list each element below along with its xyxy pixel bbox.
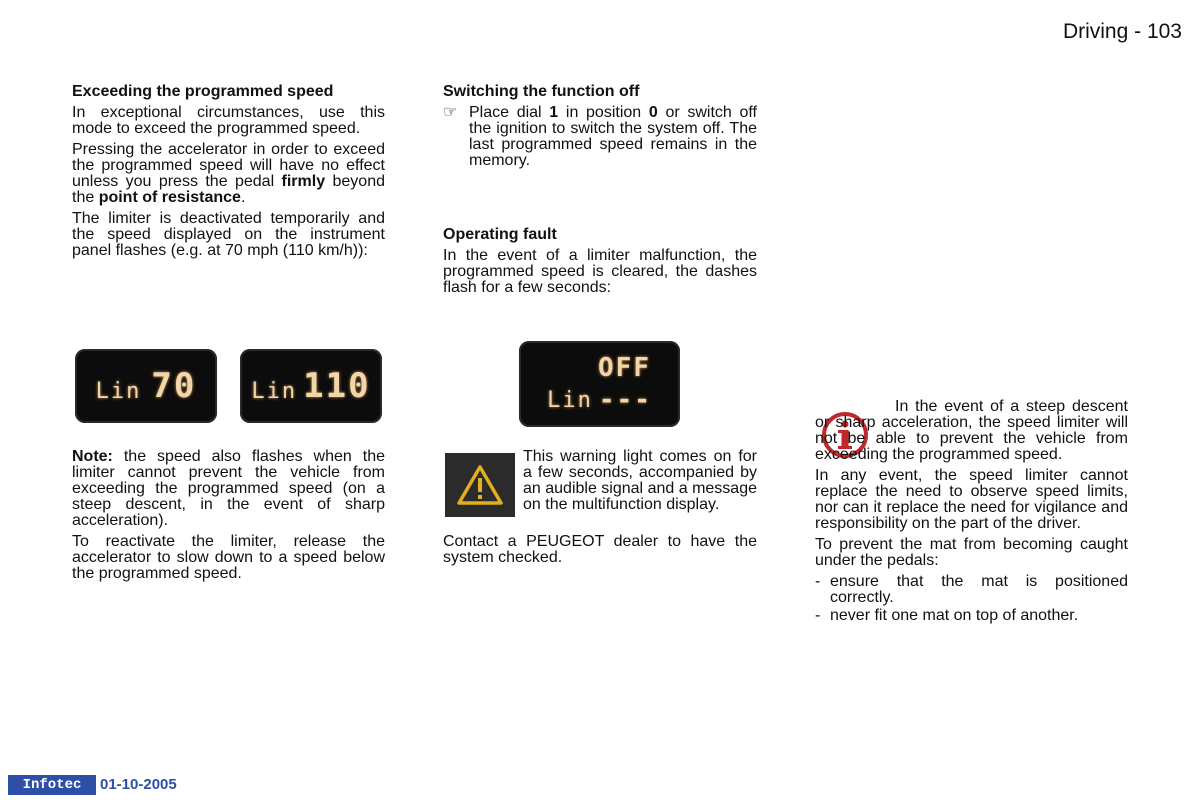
column-1 [72,84,385,264]
display-dashes: --- [598,385,652,415]
info-paragraph: In the event of a steep descent or sharp acceleration, the speed limiter will not be able to prevent the vehicle from exceeding the programmed speed. [815,398,1128,463]
list-item: - ensure that the mat is positioned correctly. [815,573,1128,606]
display-lin-label: Lin [95,378,142,404]
display-off-text: OFF [598,353,651,383]
note-paragraph: Note: the speed also flashes when the limiter cannot prevent the vehicle from exceeding the programmed speed (on a steep descent, in the event of sharp acceleration). [72,448,385,529]
paragraph-speed-limits: In any event, the speed limiter cannot replace the need to observe speed limits, nor can it replace the need for vigilance and responsibility on the part of the driver. [815,467,1128,532]
display-lin-label: Lin [251,378,298,404]
paragraph-reactivate: To reactivate the limiter, release the accelerator to slow down to a speed below the programmed speed. [72,533,385,582]
contact-dealer-block [443,534,757,571]
display-speed-value: 110 [303,366,371,406]
warning-triangle-icon [445,453,515,517]
column-1-lower [72,449,385,587]
footer-date: 01-10-2005 [100,776,177,793]
instrument-display-110 [240,349,382,423]
column-3 [815,399,1128,626]
section-heading-exceeding: Exceeding the programmed speed [72,83,334,100]
infotec-logo: Infotec [8,775,96,795]
section-heading-switching-off: Switching the function off [443,83,640,100]
pointing-hand-icon: ☞ [443,104,458,121]
paragraph-malfunction: In the event of a limiter malfunction, the programmed speed is cleared, the dashes flash for a few seconds: [443,247,757,296]
column-2 [443,84,757,174]
paragraph-pressing: Pressing the accelerator in order to exceed the programmed speed will have no effect unless you press the pedal firmly beyond the point of resistance. [72,141,385,206]
paragraph-deactivated: The limiter is deactivated temporarily and the speed displayed on the instrument panel flashes (e.g. at 70 mph (110 km/h)): [72,210,385,259]
display-speed-value: 70 [151,366,197,406]
contact-dealer-text: Contact a PEUGEOT dealer to have the system checked. [443,533,757,566]
bullet-text: Place dial 1 in position 0 or switch off the ignition to switch the system off. The last programmed speed remains in the memory. [469,104,757,169]
warning-light-text: This warning light comes on for a few seconds, accompanied by an audible signal and a message on the multifunction display. [523,448,757,513]
paragraph-exceptional: In exceptional circumstances, use this mode to exceed the programmed speed. [72,104,385,137]
section-heading-operating-fault: Operating fault [443,226,557,243]
page-header: Driving - 103 [1062,20,1182,43]
mat-list [815,574,1128,624]
warning-text-block [523,449,757,518]
instrument-display-off [519,341,680,427]
instrument-display-70 [75,349,217,423]
emphasis-firmly: firmly [281,173,326,190]
bullet-item [443,105,757,174]
emphasis-point-of-resistance: point of resistance [98,189,241,206]
column-2-fault [443,227,757,301]
list-item: - never fit one mat on top of another. [815,607,1079,624]
display-lin-label: Lin [547,387,593,413]
paragraph-mat: To prevent the mat from becoming caught under the pedals: [815,536,1128,569]
note-label: Note: [72,448,113,465]
